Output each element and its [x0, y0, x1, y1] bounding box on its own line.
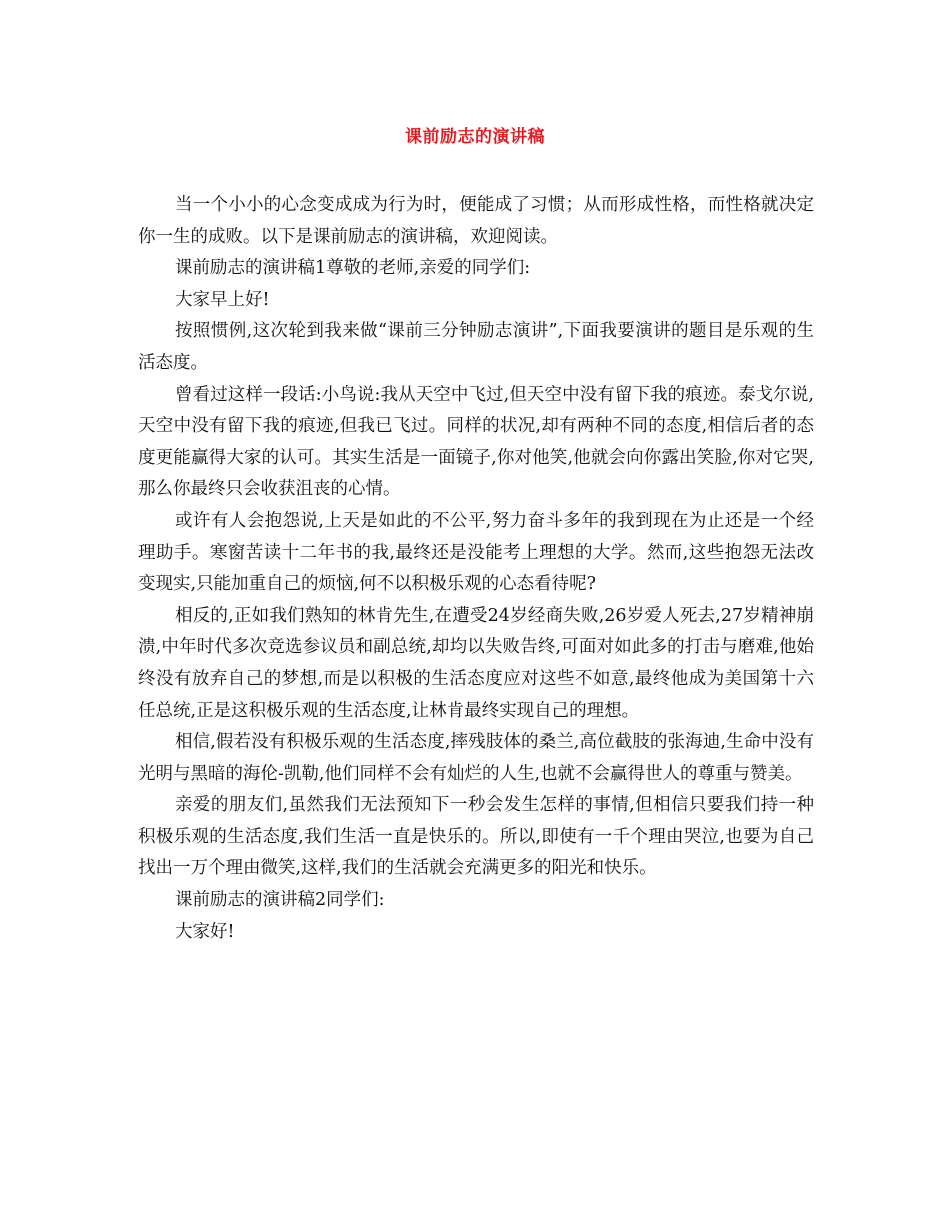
paragraph-lincoln: 相反的,正如我们熟知的林肯先生,在遭受24岁经商失败,26岁爱人死去,27岁精神崩溃,中年时代多次竞选参议员和副总统,却均以失败告终,可面对如此多的打击与磨难,他始终没有放弃自己的梦想,而是以积极的生活态度应对这些不如意,最终他成为美国第十六任总统,正是这积极乐观的生活态度,让林肯最终实现自己的理想。: [138, 605, 814, 721]
paragraph-speech1-heading: 课前励志的演讲稿1尊敬的老师,亲爱的同学们:: [175, 258, 531, 279]
paragraph-tagore: 曾看过这样一段话:小鸟说:我从天空中飞过,但天空中没有留下我的痕迹。泰戈尔说,天空中没有留下我的痕迹,但我已飞过。同样的状况,却有两种不同的态度,相信后者的态度更能赢得大家的认可。其实生活是一面镜子,你对他笑,他就会向你露出笑脸,你对它哭,那么你最终只会收获沮丧的心情。: [138, 384, 814, 500]
paragraph-topic: 按照惯例,这次轮到我来做“课前三分钟励志演讲”,下面我要演讲的题目是乐观的生活态度。: [138, 321, 814, 373]
document-title: 课前励志的演讲稿: [405, 127, 545, 147]
paragraph-speech2-heading: 课前励志的演讲稿2同学们:: [175, 890, 385, 911]
paragraph-conclusion: 亲爱的朋友们,虽然我们无法预知下一秒会发生怎样的事情,但相信只要我们持一种积极乐观的生活态度,我们生活一直是快乐的。所以,即使有一千个理由哭泣,也要为自己找出一万个理由微笑,这样,我们的生活就会充满更多的阳光和快乐。: [138, 795, 814, 879]
paragraph-examples: 相信,假若没有积极乐观的生活态度,摔残肢体的桑兰,高位截肢的张海迪,生命中没有光明与黑暗的海伦-凯勒,他们同样不会有灿烂的人生,也就不会赢得世人的尊重与赞美。: [138, 732, 814, 784]
paragraph-complaint: 或许有人会抱怨说,上天是如此的不公平,努力奋斗多年的我到现在为止还是一个经理助手。寒窗苦读十二年书的我,最终还是没能考上理想的大学。然而,这些抱怨无法改变现实,只能加重自己的烦恼,何不以积极乐观的心态看待呢?: [138, 510, 814, 595]
paragraph-greeting: 大家早上好!: [175, 289, 270, 310]
document-body: [138, 190, 814, 948]
paragraph-intro: 当一个小小的心念变成成为行为时，便能成了习惯；从而形成性格，而性格就决定你一生的成败。以下是课前励志的演讲稿，欢迎阅读。: [138, 195, 814, 247]
paragraph-greeting-2: 大家好!: [175, 921, 235, 942]
